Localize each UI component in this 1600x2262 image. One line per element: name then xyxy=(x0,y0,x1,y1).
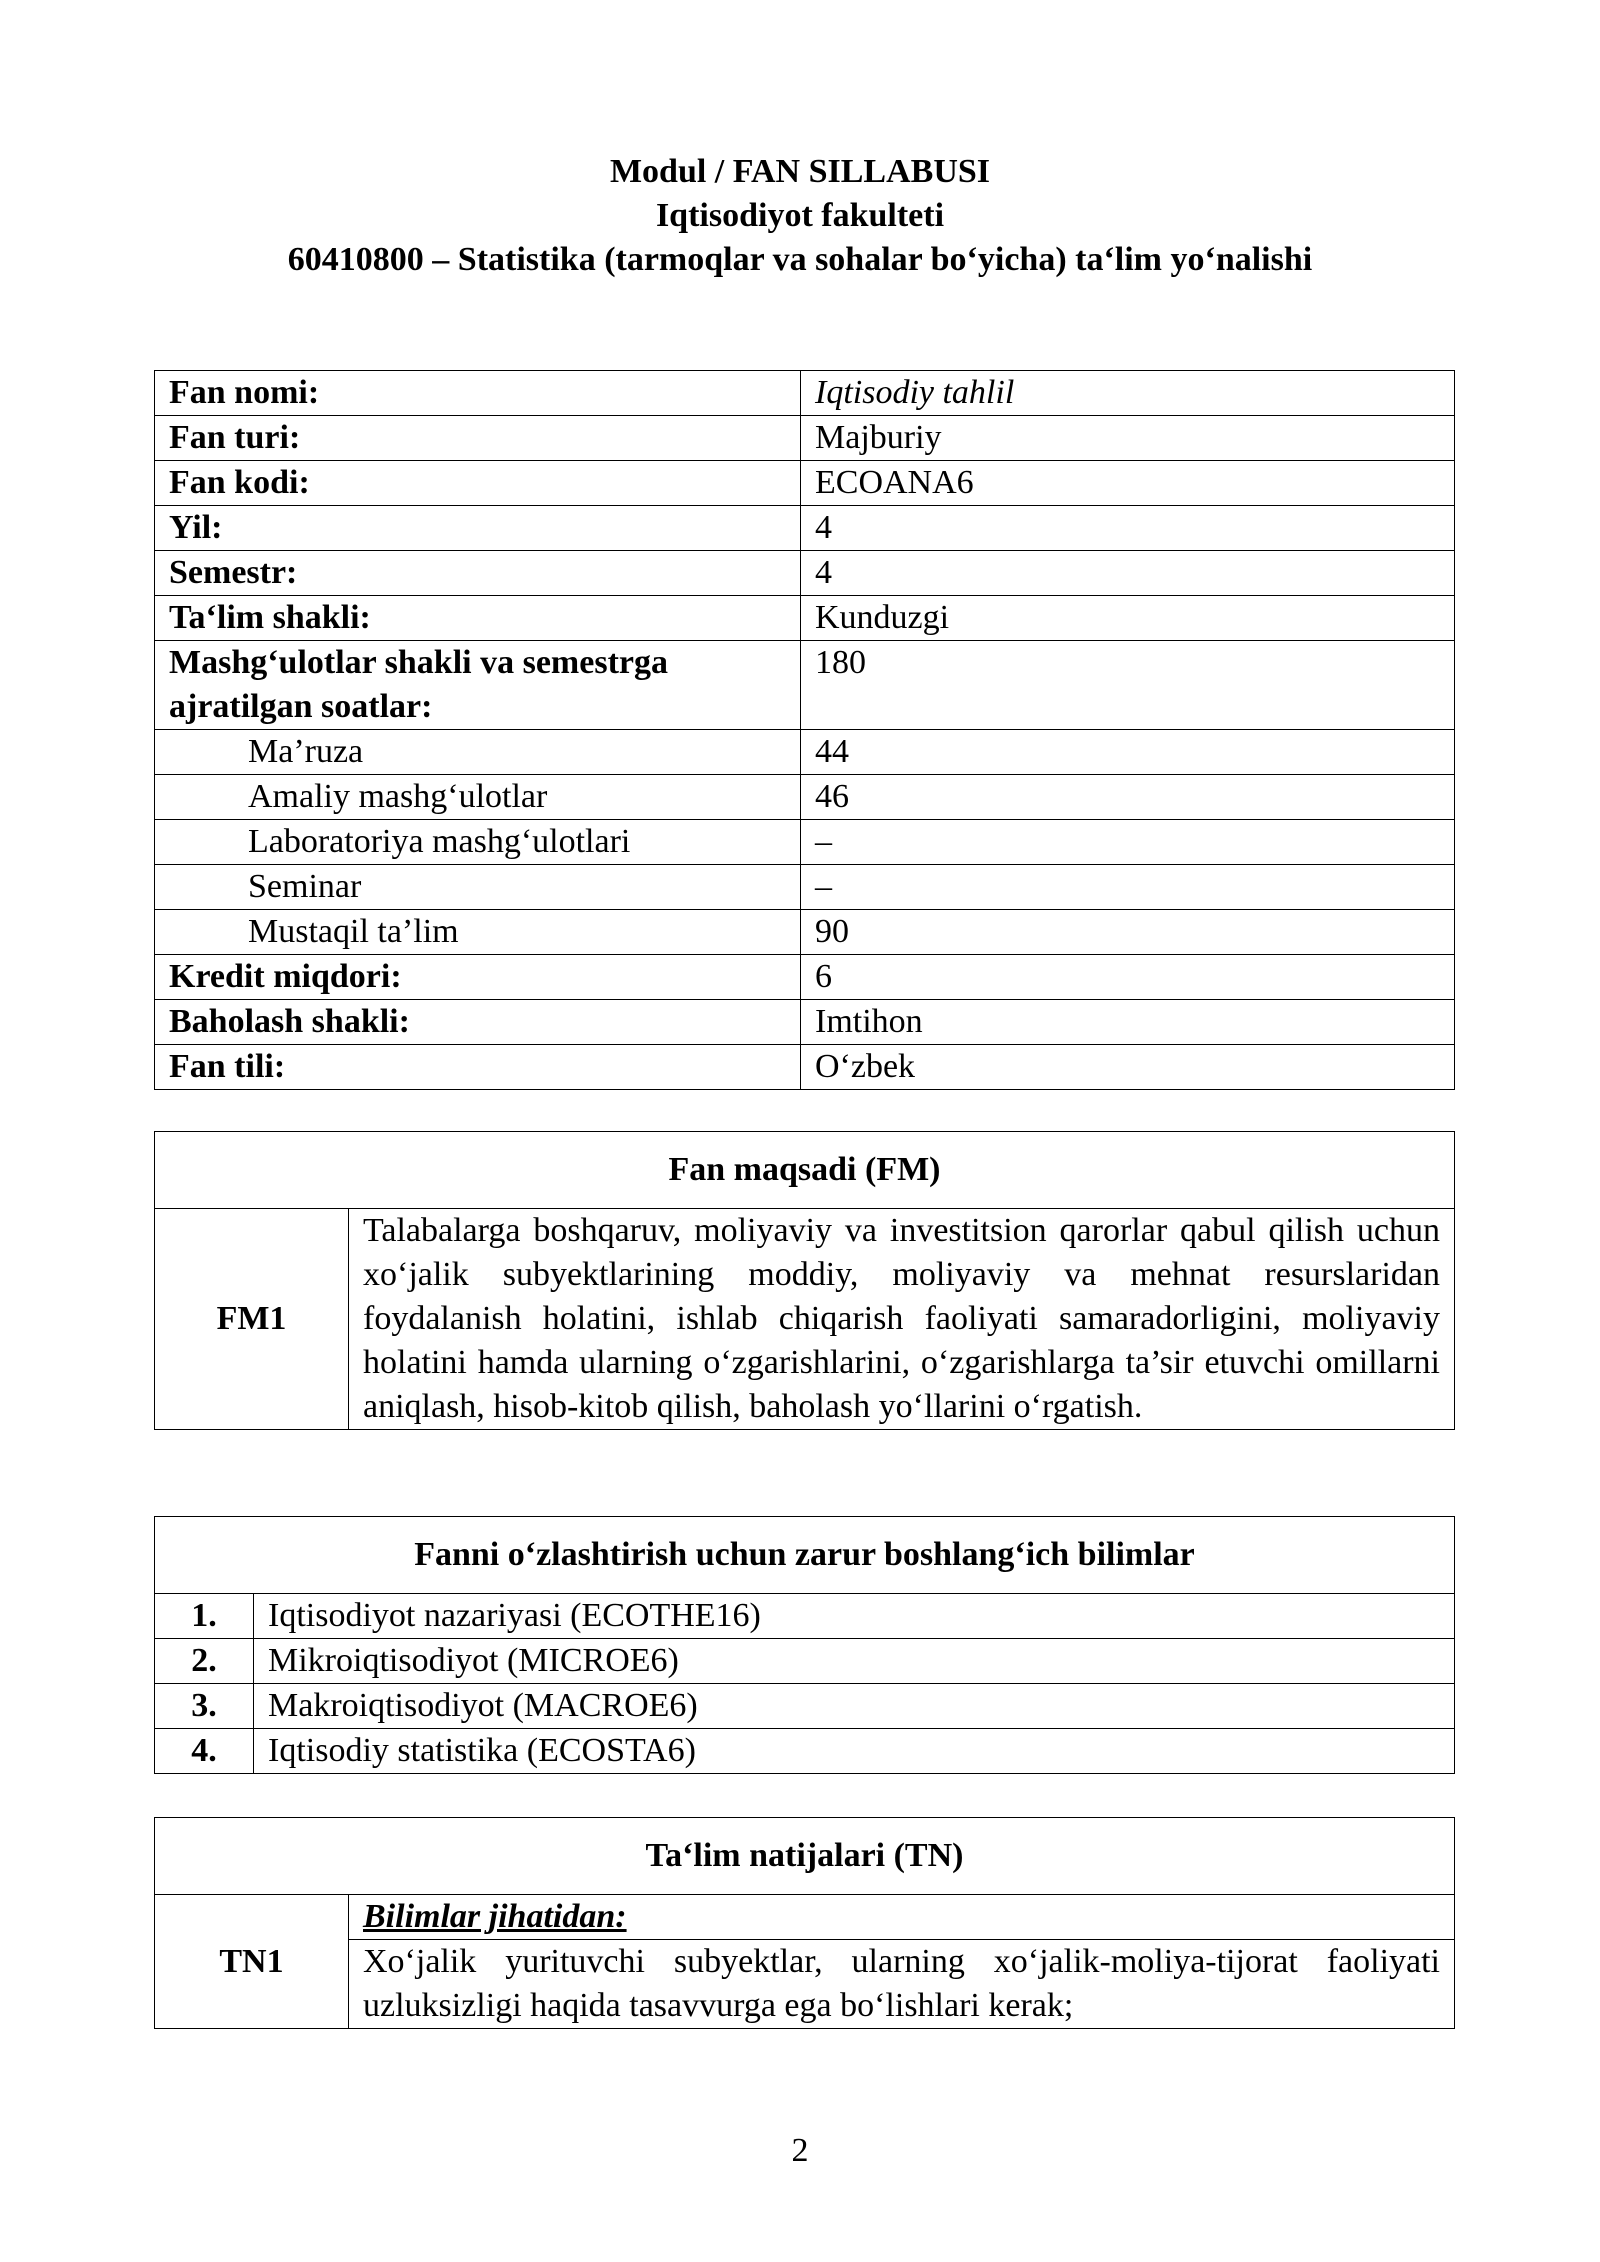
goal-code: FM1 xyxy=(155,1209,349,1430)
info-row xyxy=(155,1045,1455,1090)
info-row xyxy=(155,416,1455,461)
info-value: Kunduzgi xyxy=(801,596,1455,641)
faculty-name: Iqtisodiyot fakulteti xyxy=(655,197,945,234)
info-value: Majburiy xyxy=(801,416,1455,461)
goal-text: Talabalarga boshqaruv, moliyaviy va investitsion qarorlar qabul qilish uchun xo‘jalik subyektlarining moddiy, moliyaviy va mehnat resurslaridan foydalanish holatini, ishlab chiqarish faoliyati samaradorligini, moliyaviy holatini hamda ularning o‘zgarishlarini, o‘zgarishlarga ta’sir etuvchi omillarni aniqlash, hisob-kitob qilish, baholash yo‘llarini o‘rgatish. xyxy=(349,1209,1455,1430)
info-label: Kredit miqdori: xyxy=(155,955,801,1000)
info-row xyxy=(155,641,1455,730)
info-row xyxy=(155,596,1455,641)
prereq-text: Makroiqtisodiyot (MACROE6) xyxy=(254,1684,1455,1729)
outcome-subtitle: Bilimlar jihatidan: xyxy=(349,1895,1455,1940)
prereq-row xyxy=(155,1729,1455,1774)
info-row xyxy=(155,1000,1455,1045)
outcome-text: Xo‘jalik yurituvchi subyektlar, ularning xo‘jalik-moliya-tijorat faoliyati uzluksizligi haqida tasavvurga ega bo‘lishlari kerak; xyxy=(349,1940,1455,2029)
info-value: 4 xyxy=(801,506,1455,551)
document-header xyxy=(0,150,1600,282)
info-value: 44 xyxy=(801,730,1455,775)
info-value: ECOANA6 xyxy=(801,461,1455,506)
info-label: Ma’ruza xyxy=(155,730,801,775)
info-value: Iqtisodiy tahlil xyxy=(801,371,1455,416)
prereq-text: Iqtisodiyot nazariyasi (ECOTHE16) xyxy=(254,1594,1455,1639)
goal-title: Fan maqsadi (FM) xyxy=(155,1132,1455,1209)
info-value: O‘zbek xyxy=(801,1045,1455,1090)
info-row xyxy=(155,730,1455,775)
outcomes-title: Ta‘lim natijalari (TN) xyxy=(155,1818,1455,1895)
info-value: Imtihon xyxy=(801,1000,1455,1045)
info-label: Fan tili: xyxy=(155,1045,801,1090)
info-row xyxy=(155,910,1455,955)
info-value: 90 xyxy=(801,910,1455,955)
prerequisites-table xyxy=(154,1516,1455,1774)
outcomes-table xyxy=(154,1817,1455,2029)
info-value: 6 xyxy=(801,955,1455,1000)
info-label: Semestr: xyxy=(155,551,801,596)
info-row xyxy=(155,775,1455,820)
info-value: 46 xyxy=(801,775,1455,820)
info-row xyxy=(155,551,1455,596)
program-name: 60410800 – Statistika (tarmoqlar va sohalar bo‘yicha) ta‘lim yo‘nalishi xyxy=(287,241,1313,278)
info-value: – xyxy=(801,865,1455,910)
info-row xyxy=(155,461,1455,506)
doc-title: Modul / FAN SILLABUSI xyxy=(609,153,991,190)
page-number: 2 xyxy=(791,2132,809,2169)
course-info-table xyxy=(154,370,1455,1090)
info-value: 180 xyxy=(801,641,1455,730)
info-label: Seminar xyxy=(155,865,801,910)
info-label: Ta‘lim shakli: xyxy=(155,596,801,641)
info-label: Fan nomi: xyxy=(155,371,801,416)
info-label: Fan kodi: xyxy=(155,461,801,506)
info-label: Mustaqil ta’lim xyxy=(155,910,801,955)
info-row xyxy=(155,371,1455,416)
info-value: – xyxy=(801,820,1455,865)
info-label: Yil: xyxy=(155,506,801,551)
prereq-num: 3. xyxy=(155,1684,254,1729)
info-label: Amaliy mashg‘ulotlar xyxy=(155,775,801,820)
prereq-num: 1. xyxy=(155,1594,254,1639)
info-row xyxy=(155,955,1455,1000)
prereq-num: 2. xyxy=(155,1639,254,1684)
prereq-text: Iqtisodiy statistika (ECOSTA6) xyxy=(254,1729,1455,1774)
outcome-code: TN1 xyxy=(155,1895,349,2029)
info-label: Baholash shakli: xyxy=(155,1000,801,1045)
prereq-text: Mikroiqtisodiyot (MICROE6) xyxy=(254,1639,1455,1684)
info-label: Fan turi: xyxy=(155,416,801,461)
goal-table xyxy=(154,1131,1455,1430)
info-value: 4 xyxy=(801,551,1455,596)
prereq-num: 4. xyxy=(155,1729,254,1774)
info-row xyxy=(155,820,1455,865)
prereq-row xyxy=(155,1684,1455,1729)
info-row xyxy=(155,506,1455,551)
info-label: Laboratoriya mashg‘ulotlari xyxy=(155,820,801,865)
info-row xyxy=(155,865,1455,910)
prereq-row xyxy=(155,1639,1455,1684)
info-label: Mashg‘ulotlar shakli va semestrga ajratilgan soatlar: xyxy=(155,641,801,730)
prereq-title: Fanni o‘zlashtirish uchun zarur boshlang‘ich bilimlar xyxy=(155,1517,1455,1594)
prereq-row xyxy=(155,1594,1455,1639)
